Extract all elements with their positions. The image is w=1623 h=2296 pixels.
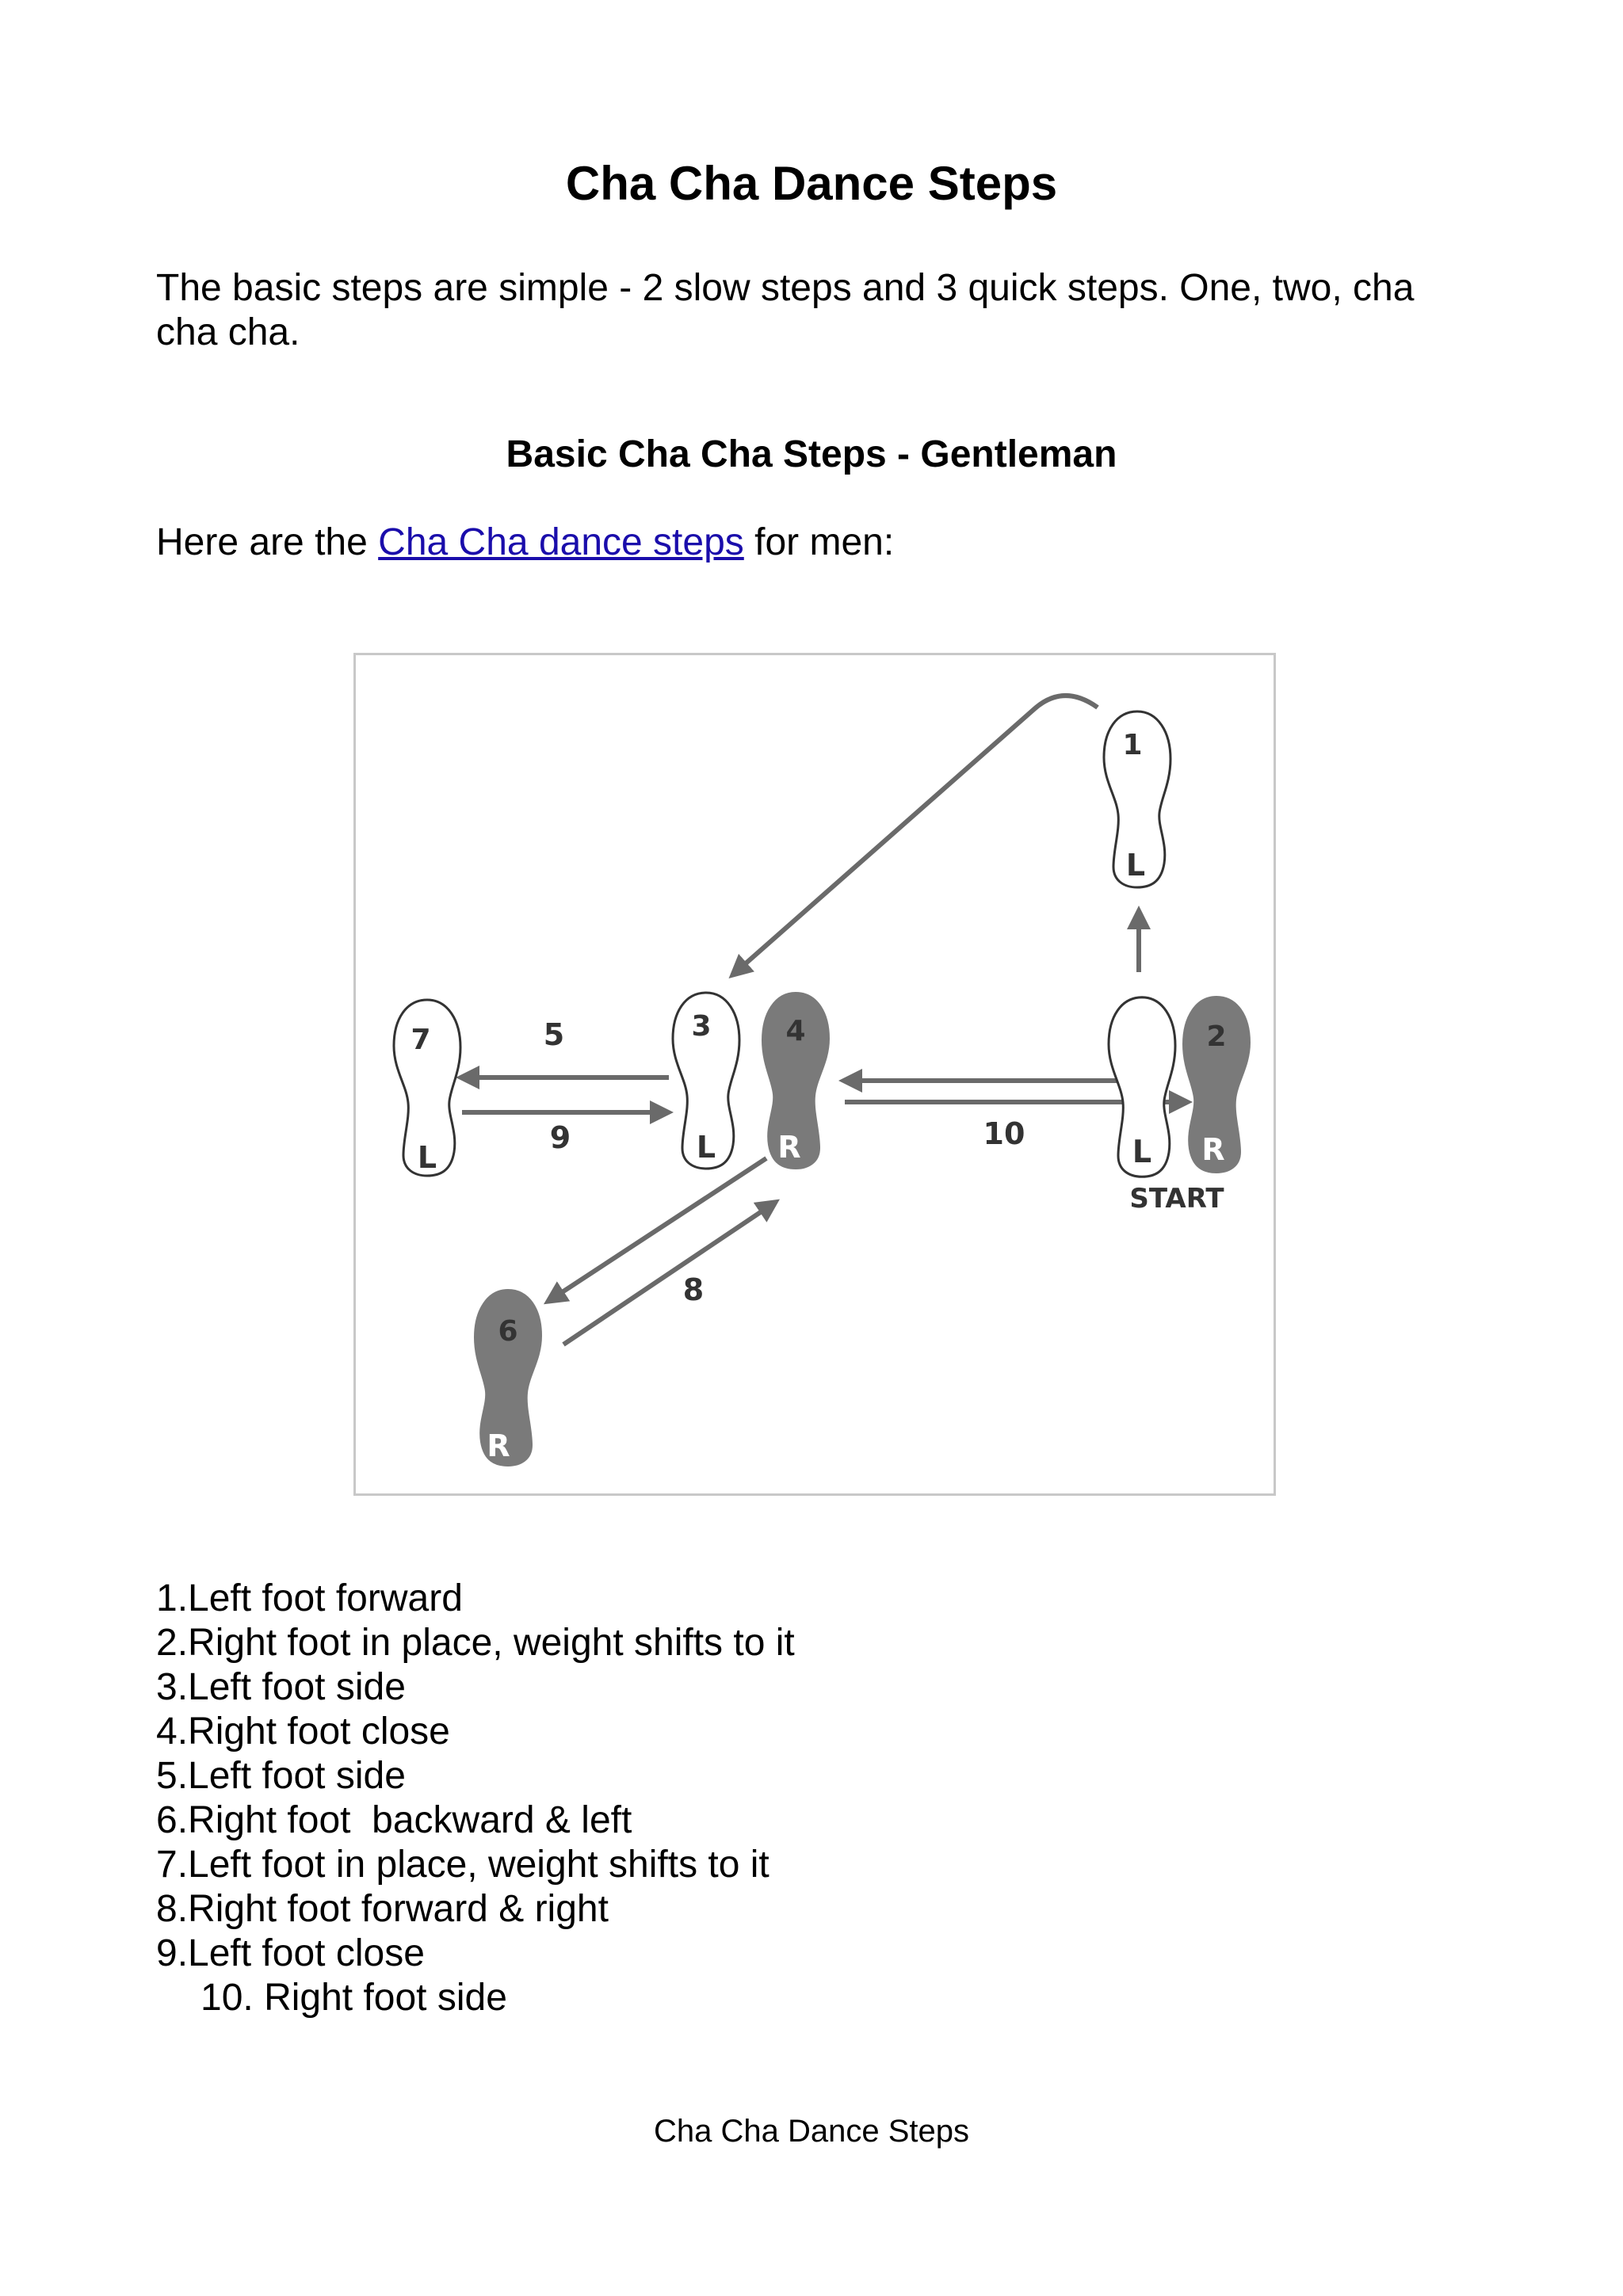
cha-cha-steps-link[interactable]: Cha Cha dance steps [378,521,744,563]
steps-list [156,1577,795,2020]
page-footer: Cha Cha Dance Steps [653,2114,969,2149]
foot-number: 7 [411,1024,431,1056]
foot-side: R [487,1428,510,1463]
list-item: 3.Left foot side [156,1666,406,1708]
foot-2-right [1183,997,1250,1173]
page-title: Cha Cha Dance Steps [565,157,1058,210]
list-item: 4.Right foot close [156,1711,450,1753]
list-item: 8.Right foot forward & right [156,1888,609,1930]
section-heading: Basic Cha Cha Steps - Gentleman [506,433,1117,475]
start-label: START [1129,1183,1224,1215]
foot-number: 1 [1122,729,1143,761]
list-item: 10. Right foot side [200,1977,507,2019]
foot-1-left [1104,711,1170,887]
arrow-label-5: 5 [543,1017,565,1052]
foot-side: L [417,1140,437,1175]
intro-paragraph: The basic steps are simple - 2 slow steps and 3 quick steps. One, two, cha cha cha. [156,267,1415,353]
foot-3-left [673,993,739,1169]
list-item: 1.Left foot forward [156,1577,463,1619]
list-item: 9.Left foot close [156,1932,425,1974]
foot-start-left [1109,997,1175,1177]
arrow-label-10: 10 [983,1116,1025,1151]
foot-number: 4 [785,1015,806,1047]
list-item: 7.Left foot in place, weight shifts to it [156,1844,769,1886]
arrow-label-8: 8 [682,1272,705,1307]
link-suffix: for men: [743,521,895,563]
list-item: 6.Right foot backward & left [156,1799,632,1841]
arrow-label-9: 9 [549,1120,571,1155]
dance-steps-diagram [353,653,1276,1496]
link-paragraph [156,520,894,566]
foot-side: R [1201,1132,1225,1167]
link-prefix: Here are the [156,521,379,563]
foot-number: 3 [691,1010,712,1043]
arrow-curve-back [732,696,1098,975]
foot-7-left [394,1000,460,1176]
list-item: 5.Left foot side [156,1755,406,1797]
foot-side: L [1125,848,1146,883]
foot-side: R [777,1130,801,1165]
foot-side: L [696,1130,716,1165]
foot-side: L [1132,1134,1152,1170]
foot-4-right [762,993,829,1169]
foot-number: 6 [498,1315,518,1348]
list-item: 2.Right foot in place, weight shifts to it [156,1622,795,1664]
foot-6-right [475,1290,541,1466]
foot-number: 2 [1206,1020,1227,1053]
